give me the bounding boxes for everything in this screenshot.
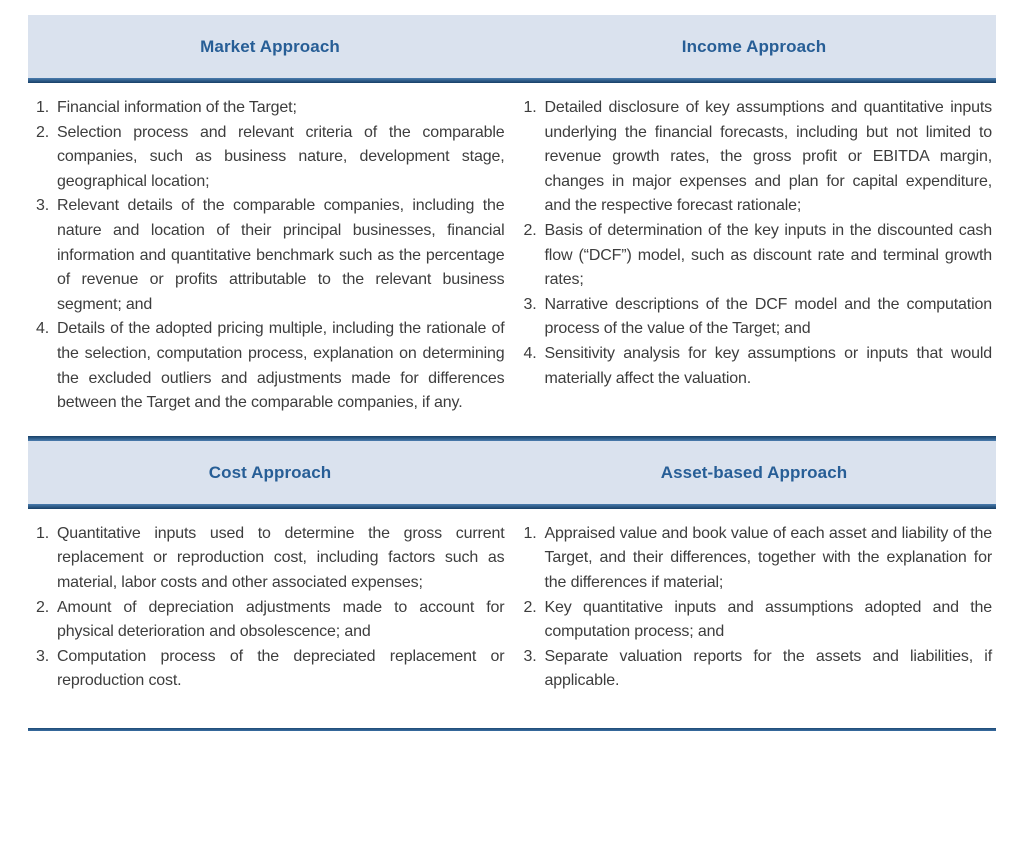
list-item [524, 342, 993, 391]
item-number: 3. [523, 647, 537, 665]
item-number: 2. [523, 598, 537, 616]
asset-based-approach-list [524, 522, 993, 694]
item-text: Narrative descriptions of the DCF model and the computation process of the value of the Target; and [544, 295, 992, 338]
header-market-approach: Market Approach [200, 37, 340, 56]
item-text: Detailed disclosure of key assumptions and quantitative inputs underlying the financial forecasts, including but not limited to revenue growth rates, the gross profit or EBITDA margin, changes in major expenses and plan for capital expenditure, and the respective forecast rationale; [544, 99, 992, 215]
list-item [36, 317, 505, 415]
list-item [36, 121, 505, 195]
valuation-disclosure-table [28, 15, 996, 731]
list-item [524, 293, 993, 342]
list-item [36, 194, 505, 317]
list-item [524, 219, 993, 293]
item-text: Key quantitative inputs and assumptions adopted and the computation process; and [544, 598, 992, 641]
item-number: 4. [36, 320, 50, 338]
item-number: 1. [523, 99, 537, 116]
market-approach-list [36, 96, 505, 416]
item-number: 1. [523, 524, 537, 542]
item-text: Amount of depreciation adjustments made to account for physical deterioration and obsolescence; and [57, 598, 505, 641]
item-number: 1. [36, 524, 50, 542]
item-text: Sensitivity analysis for key assumptions or inputs that would materially affect the valuation. [544, 344, 992, 387]
item-text: Financial information of the Target; [57, 99, 297, 116]
asset-based-approach-cell [524, 522, 993, 694]
item-number: 2. [36, 598, 50, 616]
header-row-top [28, 15, 996, 78]
income-approach-list [524, 96, 993, 391]
list-item [36, 522, 505, 596]
item-text: Appraised value and book value of each asset and liability of the Target, and their differences, together with the explanation for the differences if material; [544, 524, 992, 591]
body-row-top [28, 83, 996, 436]
list-item [524, 96, 993, 219]
income-approach-cell [524, 96, 993, 416]
item-number: 3. [36, 647, 50, 665]
item-number: 1. [36, 99, 50, 116]
item-number: 3. [36, 197, 50, 215]
list-item [36, 96, 505, 121]
market-approach-cell [36, 96, 505, 416]
list-item [524, 522, 993, 596]
item-text: Separate valuation reports for the assets and liabilities, if applicable. [544, 647, 992, 690]
cost-approach-cell [36, 522, 505, 694]
item-text: Basis of determination of the key inputs in the discounted cash flow (“DCF”) model, such as discount rate and terminal growth rates; [544, 221, 992, 289]
item-text: Relevant details of the comparable companies, including the nature and location of their principal businesses, financial information and quantitative benchmark such as the percentage of revenue or profits attributable to the relevant business segment; and [57, 197, 505, 313]
header-income-approach: Income Approach [681, 37, 827, 56]
list-item [36, 645, 505, 694]
item-number: 2. [523, 221, 537, 239]
item-number: 2. [36, 123, 50, 141]
header-cost-approach: Cost Approach [208, 462, 332, 482]
list-item [524, 645, 993, 694]
item-number: 3. [523, 295, 537, 313]
table-bottom-rule [28, 728, 996, 731]
item-text: Computation process of the depreciated replacement or reproduction cost. [57, 647, 505, 690]
item-text: Quantitative inputs used to determine the gross current replacement or reproduction cost, including factors such as material, labor costs and other associated expenses; [57, 524, 505, 591]
list-item [36, 596, 505, 645]
document-page [0, 15, 1024, 859]
header-row-bottom [28, 441, 996, 504]
item-text: Selection process and relevant criteria of the comparable companies, such as business nature, development stage, geographical location; [57, 123, 505, 190]
list-item [524, 596, 993, 645]
body-row-bottom [28, 509, 996, 714]
item-text: Details of the adopted pricing multiple, including the rationale of the selection, computation process, explanation on determining the excluded outliers and adjustments made for differences between the Target and the comparable companies, if any. [57, 320, 505, 412]
item-number: 4. [523, 344, 537, 362]
cost-approach-list [36, 522, 505, 694]
header-asset-based-approach: Asset-based Approach [660, 462, 848, 482]
